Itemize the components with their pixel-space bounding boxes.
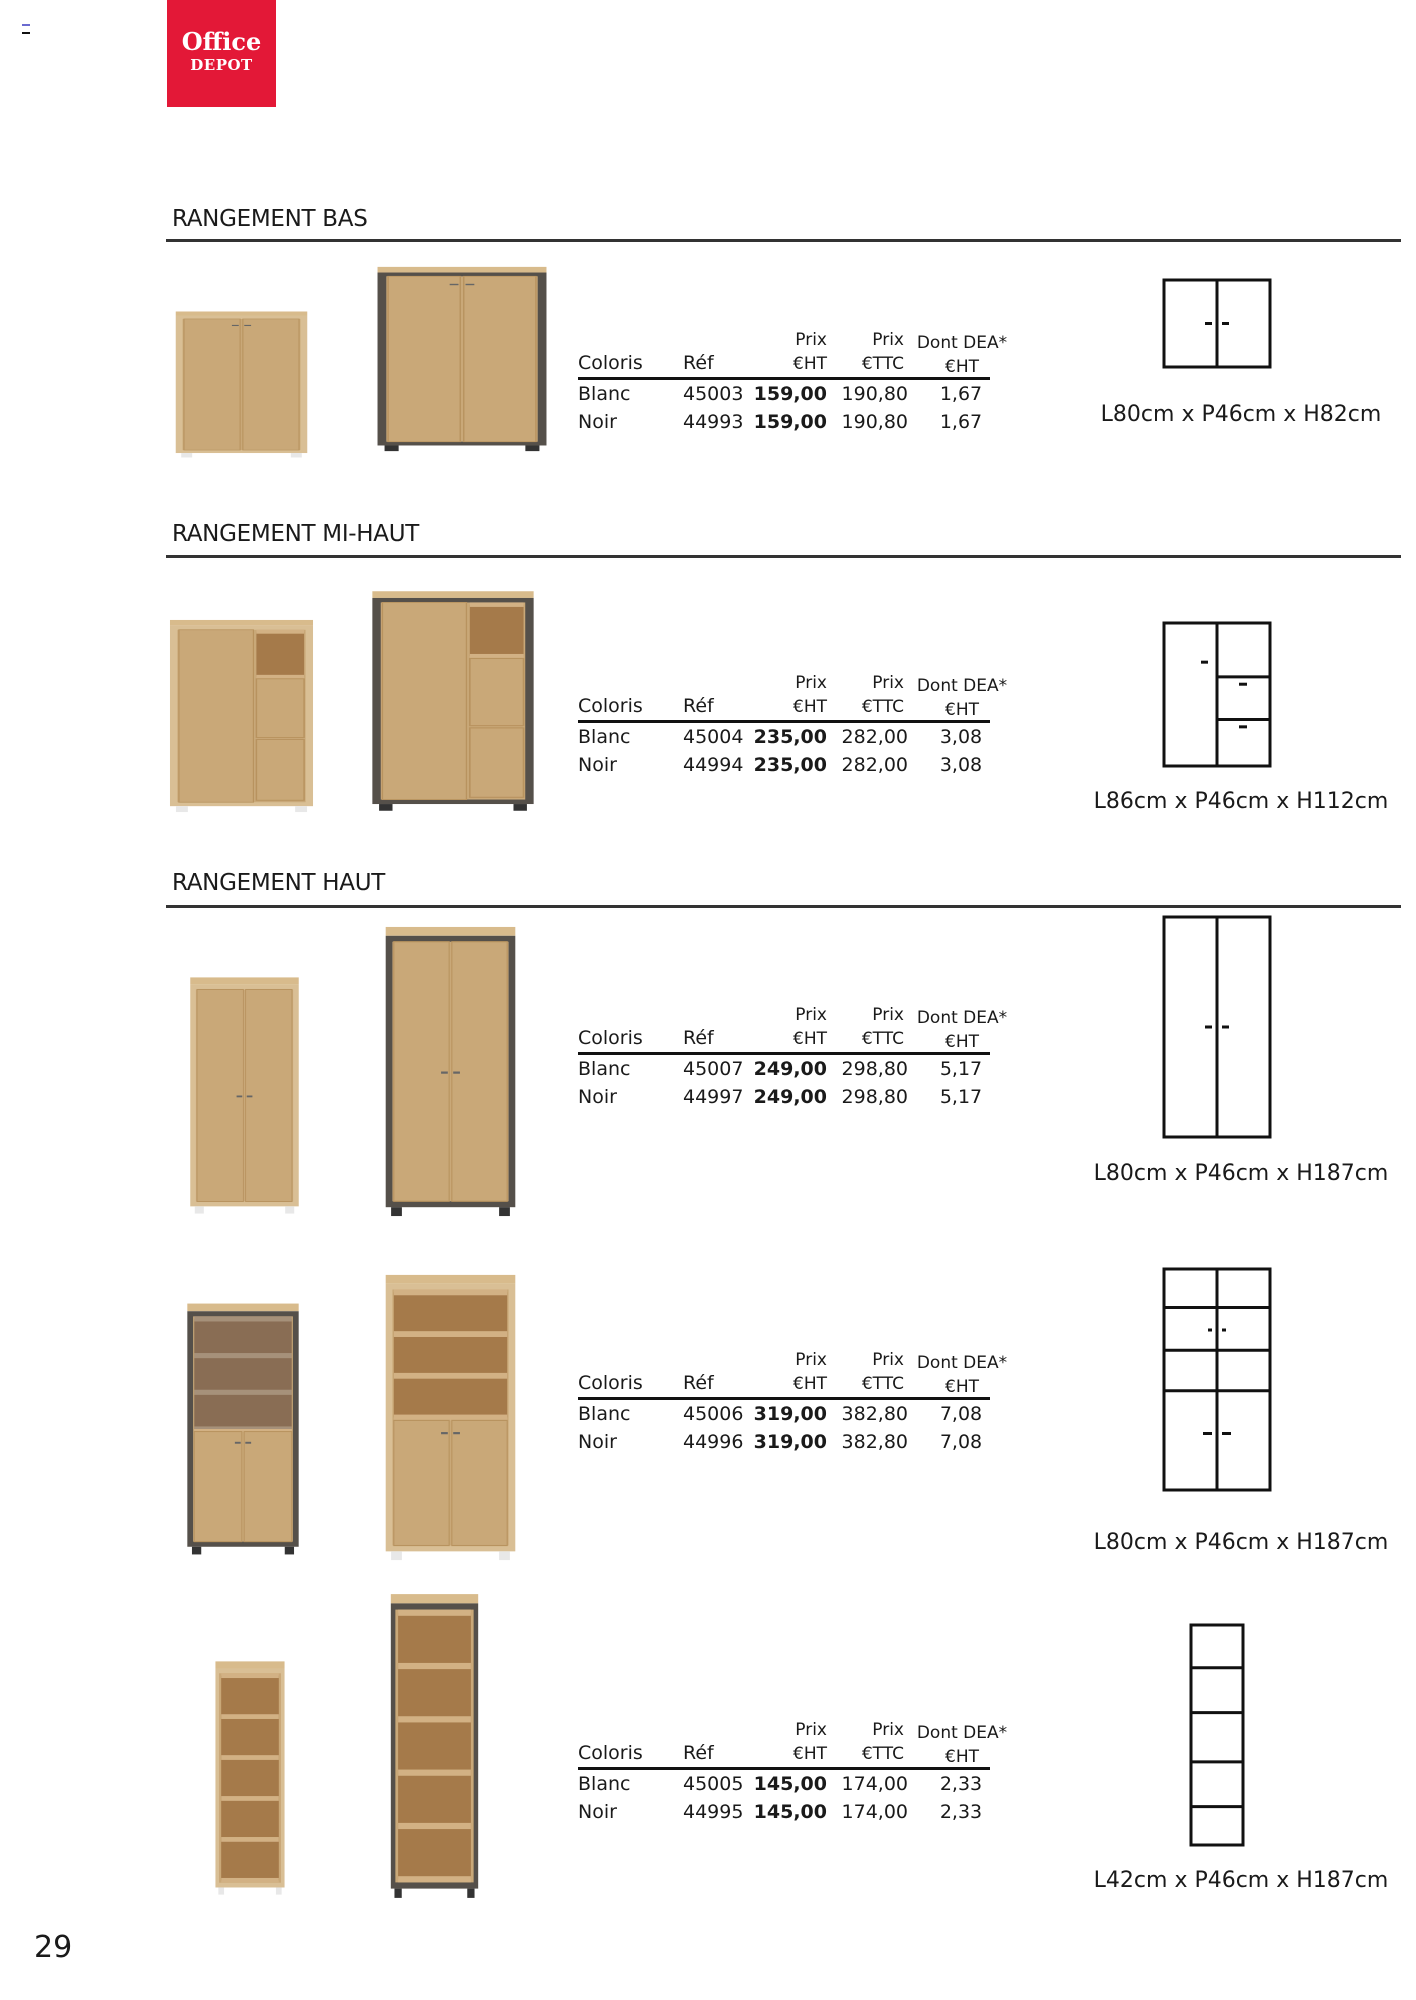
cell-ref: 44993 bbox=[683, 411, 744, 433]
cell-coloris: Blanc bbox=[578, 1403, 631, 1425]
cell-ref: 44994 bbox=[683, 754, 744, 776]
header-ref: Réf bbox=[683, 1372, 714, 1394]
table-header-rule bbox=[578, 377, 990, 380]
logo-text-depot: DEPOT bbox=[190, 56, 253, 74]
product-image-light bbox=[188, 975, 301, 1216]
table-header-rule bbox=[578, 1052, 990, 1055]
cell-dea: 7,08 bbox=[939, 1403, 983, 1425]
cell-ref: 44995 bbox=[683, 1801, 744, 1823]
logo-text-office: Office bbox=[181, 27, 262, 56]
header-ref: Réf bbox=[683, 695, 714, 717]
header-prix-ttc-unit: €TTC bbox=[861, 1744, 904, 1764]
header-prix-ttc: Prix bbox=[872, 330, 904, 350]
header-prix-ht: Prix bbox=[795, 673, 827, 693]
header-prix-ttc: Prix bbox=[872, 1720, 904, 1740]
cell-prix-ht: 159,00 bbox=[753, 383, 827, 405]
header-prix-ttc-unit: €TTC bbox=[861, 354, 904, 374]
dimension-diagram bbox=[1162, 915, 1272, 1143]
header-dea-unit: €HT bbox=[945, 357, 979, 377]
cell-prix-ttc: 382,80 bbox=[841, 1431, 908, 1453]
header-dea: Dont DEA* bbox=[916, 333, 1008, 353]
cell-prix-ttc: 190,80 bbox=[841, 411, 908, 433]
cell-prix-ht: 319,00 bbox=[753, 1431, 827, 1453]
cell-dea: 1,67 bbox=[939, 383, 983, 405]
table-header-rule bbox=[578, 720, 990, 723]
cell-coloris: Noir bbox=[578, 754, 617, 776]
cell-ref: 45004 bbox=[683, 726, 744, 748]
header-prix-ht-unit: €HT bbox=[793, 1744, 827, 1764]
dimensions-label: L80cm x P46cm x H187cm bbox=[1093, 1161, 1389, 1186]
header-prix-ttc: Prix bbox=[872, 673, 904, 693]
header-prix-ttc: Prix bbox=[872, 1005, 904, 1025]
header-prix-ht-unit: €HT bbox=[793, 354, 827, 374]
cell-dea: 5,17 bbox=[939, 1058, 983, 1080]
cell-coloris: Blanc bbox=[578, 726, 631, 748]
header-prix-ttc: Prix bbox=[872, 1350, 904, 1370]
page-marker bbox=[22, 24, 30, 34]
cell-prix-ttc: 174,00 bbox=[841, 1801, 908, 1823]
cell-prix-ttc: 282,00 bbox=[841, 726, 908, 748]
cell-dea: 5,17 bbox=[939, 1086, 983, 1108]
price-table bbox=[578, 670, 1008, 780]
header-dea-unit: €HT bbox=[945, 1032, 979, 1052]
cell-ref: 44996 bbox=[683, 1431, 744, 1453]
header-dea: Dont DEA* bbox=[916, 676, 1008, 696]
cell-prix-ht: 145,00 bbox=[753, 1801, 827, 1823]
dimensions-label: L80cm x P46cm x H187cm bbox=[1093, 1530, 1389, 1555]
dimension-diagram bbox=[1162, 278, 1272, 373]
cell-ref: 44997 bbox=[683, 1086, 744, 1108]
price-table bbox=[578, 1717, 1008, 1827]
header-prix-ttc-unit: €TTC bbox=[861, 1029, 904, 1049]
table-header-rule bbox=[578, 1397, 990, 1400]
dimensions-label: L42cm x P46cm x H187cm bbox=[1093, 1868, 1389, 1893]
section-divider bbox=[166, 239, 1401, 242]
price-table bbox=[578, 1347, 1008, 1457]
dimensions-label: L80cm x P46cm x H82cm bbox=[1100, 402, 1382, 427]
header-dea: Dont DEA* bbox=[916, 1723, 1008, 1743]
header-coloris: Coloris bbox=[578, 1027, 643, 1049]
cell-prix-ttc: 190,80 bbox=[841, 383, 908, 405]
product-image-light bbox=[167, 618, 316, 814]
header-prix-ttc-unit: €TTC bbox=[861, 697, 904, 717]
product-image-dark bbox=[374, 265, 550, 453]
cell-prix-ht: 249,00 bbox=[753, 1086, 827, 1108]
cell-prix-ht: 319,00 bbox=[753, 1403, 827, 1425]
header-dea-unit: €HT bbox=[945, 700, 979, 720]
header-ref: Réf bbox=[683, 352, 714, 374]
dimension-diagram bbox=[1162, 1267, 1272, 1496]
dimensions-label: L86cm x P46cm x H112cm bbox=[1093, 789, 1389, 814]
cell-prix-ht: 235,00 bbox=[753, 754, 827, 776]
header-prix-ht: Prix bbox=[795, 1350, 827, 1370]
cell-prix-ht: 145,00 bbox=[753, 1773, 827, 1795]
product-image-dark bbox=[369, 589, 537, 813]
cell-dea: 1,67 bbox=[939, 411, 983, 433]
cell-dea: 7,08 bbox=[939, 1431, 983, 1453]
price-table bbox=[578, 1002, 1008, 1112]
product-image-dark bbox=[389, 1591, 480, 1901]
cell-coloris: Blanc bbox=[578, 1773, 631, 1795]
cell-prix-ht: 249,00 bbox=[753, 1058, 827, 1080]
header-prix-ht-unit: €HT bbox=[793, 697, 827, 717]
section-divider bbox=[166, 905, 1401, 908]
cell-ref: 45003 bbox=[683, 383, 744, 405]
header-ref: Réf bbox=[683, 1027, 714, 1049]
cell-prix-ttc: 282,00 bbox=[841, 754, 908, 776]
header-dea: Dont DEA* bbox=[916, 1008, 1008, 1028]
header-dea-unit: €HT bbox=[945, 1377, 979, 1397]
cell-coloris: Blanc bbox=[578, 1058, 631, 1080]
header-coloris: Coloris bbox=[578, 352, 643, 374]
header-prix-ht-unit: €HT bbox=[793, 1029, 827, 1049]
cell-ref: 45007 bbox=[683, 1058, 744, 1080]
product-image-light bbox=[214, 1659, 286, 1897]
header-prix-ht: Prix bbox=[795, 1005, 827, 1025]
cell-dea: 2,33 bbox=[939, 1801, 983, 1823]
section-title-rangement-haut: RANGEMENT HAUT bbox=[172, 870, 385, 896]
cell-dea: 3,08 bbox=[939, 726, 983, 748]
header-dea: Dont DEA* bbox=[916, 1353, 1008, 1373]
cell-prix-ttc: 382,80 bbox=[841, 1403, 908, 1425]
cell-coloris: Noir bbox=[578, 411, 617, 433]
dimension-diagram bbox=[1162, 621, 1272, 772]
cell-coloris: Noir bbox=[578, 1086, 617, 1108]
cell-prix-ttc: 174,00 bbox=[841, 1773, 908, 1795]
price-table bbox=[578, 327, 1008, 437]
table-header-rule bbox=[578, 1767, 990, 1770]
header-prix-ttc-unit: €TTC bbox=[861, 1374, 904, 1394]
header-prix-ht: Prix bbox=[795, 1720, 827, 1740]
product-image-dark bbox=[383, 1272, 518, 1563]
header-prix-ht-unit: €HT bbox=[793, 1374, 827, 1394]
cell-prix-ttc: 298,80 bbox=[841, 1086, 908, 1108]
product-image-dark bbox=[383, 924, 518, 1219]
header-dea-unit: €HT bbox=[945, 1747, 979, 1767]
product-image-light bbox=[173, 310, 310, 459]
cell-prix-ht: 159,00 bbox=[753, 411, 827, 433]
cell-dea: 2,33 bbox=[939, 1773, 983, 1795]
cell-dea: 3,08 bbox=[939, 754, 983, 776]
section-title-rangement-mi-haut: RANGEMENT MI-HAUT bbox=[172, 521, 420, 547]
section-divider bbox=[166, 555, 1401, 558]
cell-prix-ttc: 298,80 bbox=[841, 1058, 908, 1080]
product-image-light bbox=[185, 1301, 301, 1557]
dimension-diagram bbox=[1189, 1623, 1245, 1851]
section-title-rangement-bas: RANGEMENT BAS bbox=[172, 206, 368, 232]
header-coloris: Coloris bbox=[578, 695, 643, 717]
header-ref: Réf bbox=[683, 1742, 714, 1764]
cell-coloris: Blanc bbox=[578, 383, 631, 405]
header-coloris: Coloris bbox=[578, 1742, 643, 1764]
cell-prix-ht: 235,00 bbox=[753, 726, 827, 748]
page-number: 29 bbox=[34, 1930, 73, 1965]
cell-ref: 45005 bbox=[683, 1773, 744, 1795]
office-depot-logo bbox=[167, 0, 276, 107]
header-coloris: Coloris bbox=[578, 1372, 643, 1394]
cell-coloris: Noir bbox=[578, 1431, 617, 1453]
header-prix-ht: Prix bbox=[795, 330, 827, 350]
cell-coloris: Noir bbox=[578, 1801, 617, 1823]
cell-ref: 45006 bbox=[683, 1403, 744, 1425]
